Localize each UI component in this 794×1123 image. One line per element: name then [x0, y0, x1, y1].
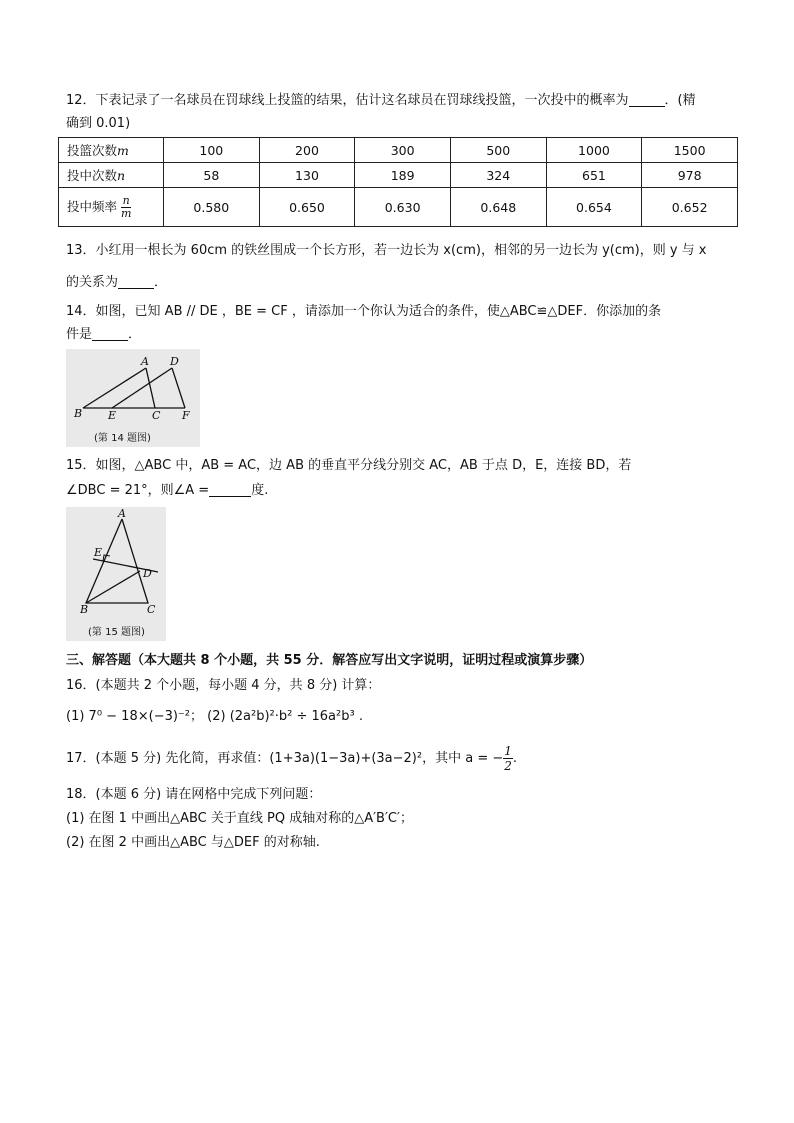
label-a: A — [118, 507, 126, 520]
q13-text-line2: 的关系为 — [66, 275, 119, 290]
q14-answer-blank — [92, 326, 128, 341]
table-cell: 0.652 — [642, 188, 738, 227]
q13-answer-blank — [118, 274, 154, 289]
row-header: 投篮次数m — [59, 138, 164, 163]
triangle-abc — [86, 519, 148, 603]
question-14-line2: 件是 ． — [66, 327, 142, 342]
q13-text-line1: 13．小红用一根长为 60cm 的铁丝围成一个长方形，若一边长为 x(cm)，相邻的另一边长为 y(cm)，则 y 与 x — [66, 243, 707, 258]
table-cell: 1000 — [546, 138, 642, 163]
question-15-line2: ∠DBC = 21°，则∠A = 度. — [66, 483, 269, 498]
label-c: C — [152, 409, 161, 422]
table-cell: 0.648 — [450, 188, 546, 227]
q16-text: 16．(本题共 2 个小题，每小题 4 分，共 8 分) 计算： — [66, 678, 381, 693]
segment-bd — [86, 571, 140, 603]
frequency-fraction: $\frac{n}{m}$ — [121, 193, 132, 220]
question-13-line2 — [66, 272, 736, 294]
row-header: 投中次数n — [59, 163, 164, 188]
table-cell: 0.654 — [546, 188, 642, 227]
section-3-heading: 三、解答题（本大题共 8 个小题，共 55 分．解答应写出文字说明，证明过程或演算步骤） — [66, 653, 593, 668]
q17-text: 17．(本题 5 分) 先化简，再求值：(1+3a)(1−3a)+(3a−2)²，其中 a = − — [66, 751, 504, 766]
question-12 — [66, 90, 736, 112]
row-header: 投中频率 $\frac{n}{m}$ — [59, 188, 164, 227]
question-18-part-1: (1) 在图 1 中画出△ABC 关于直线 PQ 成轴对称的△A′B′C′； — [66, 811, 413, 826]
label-c: C — [147, 603, 156, 616]
figure-15-diagram — [66, 507, 166, 641]
q12-text-line1-end: ．(精 — [664, 93, 696, 108]
table-row — [59, 163, 738, 188]
q12-text-line1: 12．下表记录了一名球员在罚球线上投篮的结果，估计这名球员在罚球线投篮，一次投中的概率为 — [66, 93, 629, 108]
table-cell: 58 — [164, 163, 260, 188]
table-cell: 130 — [259, 163, 355, 188]
q15-text-line2: ∠DBC = 21°，则∠A = — [66, 483, 210, 498]
question-13 — [66, 240, 736, 262]
q12-text-line2: 确到 0.01) — [66, 116, 131, 131]
table-cell: 0.630 — [355, 188, 451, 227]
q17-fraction: $\frac{1}{2}$ — [504, 744, 512, 773]
question-18-part-2: (2) 在图 2 中画出△ABC 与△DEF 的对称轴. — [66, 835, 320, 850]
label-b: B — [74, 407, 83, 420]
table-cell: 978 — [642, 163, 738, 188]
table-cell: 189 — [355, 163, 451, 188]
label-b: B — [80, 603, 89, 616]
table-cell: 1500 — [642, 138, 738, 163]
frequency-table — [58, 137, 738, 227]
table-cell: 651 — [546, 163, 642, 188]
q16-part-1: (1) 7⁰ − 18×(−3)⁻²； — [66, 709, 204, 724]
label-d: D — [143, 567, 152, 580]
table-cell: 0.650 — [259, 188, 355, 227]
table-cell: 0.580 — [164, 188, 260, 227]
q14-text-line1: 14．如图，已知 AB // DE ，BE = CF ，请添加一个你认为适合的条件，使△ABC≌△DEF．你添加的条 — [66, 304, 662, 319]
question-17: 17．(本题 5 分) 先化简，再求值：(1+3a)(1−3a)+(3a−2)²，其中 a = − $\frac{1}{2}$ . — [66, 744, 518, 773]
q18-text: 18．(本题 6 分) 请在网格中完成下列问题： — [66, 787, 322, 802]
question-18 — [66, 784, 736, 806]
q14-text-line2: 件是 — [66, 327, 93, 342]
q13-text-end: ． — [154, 275, 168, 290]
segment-ab — [83, 368, 146, 408]
table-cell: 500 — [450, 138, 546, 163]
segment-de — [112, 368, 172, 408]
label-f: F — [182, 409, 190, 422]
figure-14 — [66, 349, 200, 447]
table-cell: 200 — [259, 138, 355, 163]
table-row — [59, 188, 738, 227]
table-cell: 324 — [450, 163, 546, 188]
figure-15-caption: (第 15 题图) — [88, 627, 145, 638]
question-16-parts — [66, 706, 736, 728]
question-15 — [66, 455, 736, 477]
figure-15 — [66, 507, 166, 641]
figure-14-caption: (第 14 题图) — [94, 433, 151, 444]
label-e: E — [108, 409, 117, 422]
table-row — [59, 138, 738, 163]
segment-ac — [146, 368, 155, 408]
question-12-line2 — [66, 113, 736, 135]
table-cell: 300 — [355, 138, 451, 163]
label-d: D — [170, 355, 179, 368]
label-a: A — [141, 355, 149, 368]
question-14 — [66, 301, 736, 323]
q15-answer-blank — [209, 482, 251, 497]
q16-part-2: (2) (2a²b)²·b² ÷ 16a²b³ . — [207, 709, 363, 724]
question-16 — [66, 675, 736, 697]
table-cell: 100 — [164, 138, 260, 163]
q15-text-line1: 15．如图，△ABC 中，AB = AC，边 AB 的垂直平分线分别交 AC，AB 于点 D，E，连接 BD，若 — [66, 458, 632, 473]
segment-df — [172, 368, 185, 408]
q12-answer-blank — [629, 92, 665, 107]
figure-14-diagram — [66, 349, 200, 447]
label-e: E — [94, 546, 103, 559]
